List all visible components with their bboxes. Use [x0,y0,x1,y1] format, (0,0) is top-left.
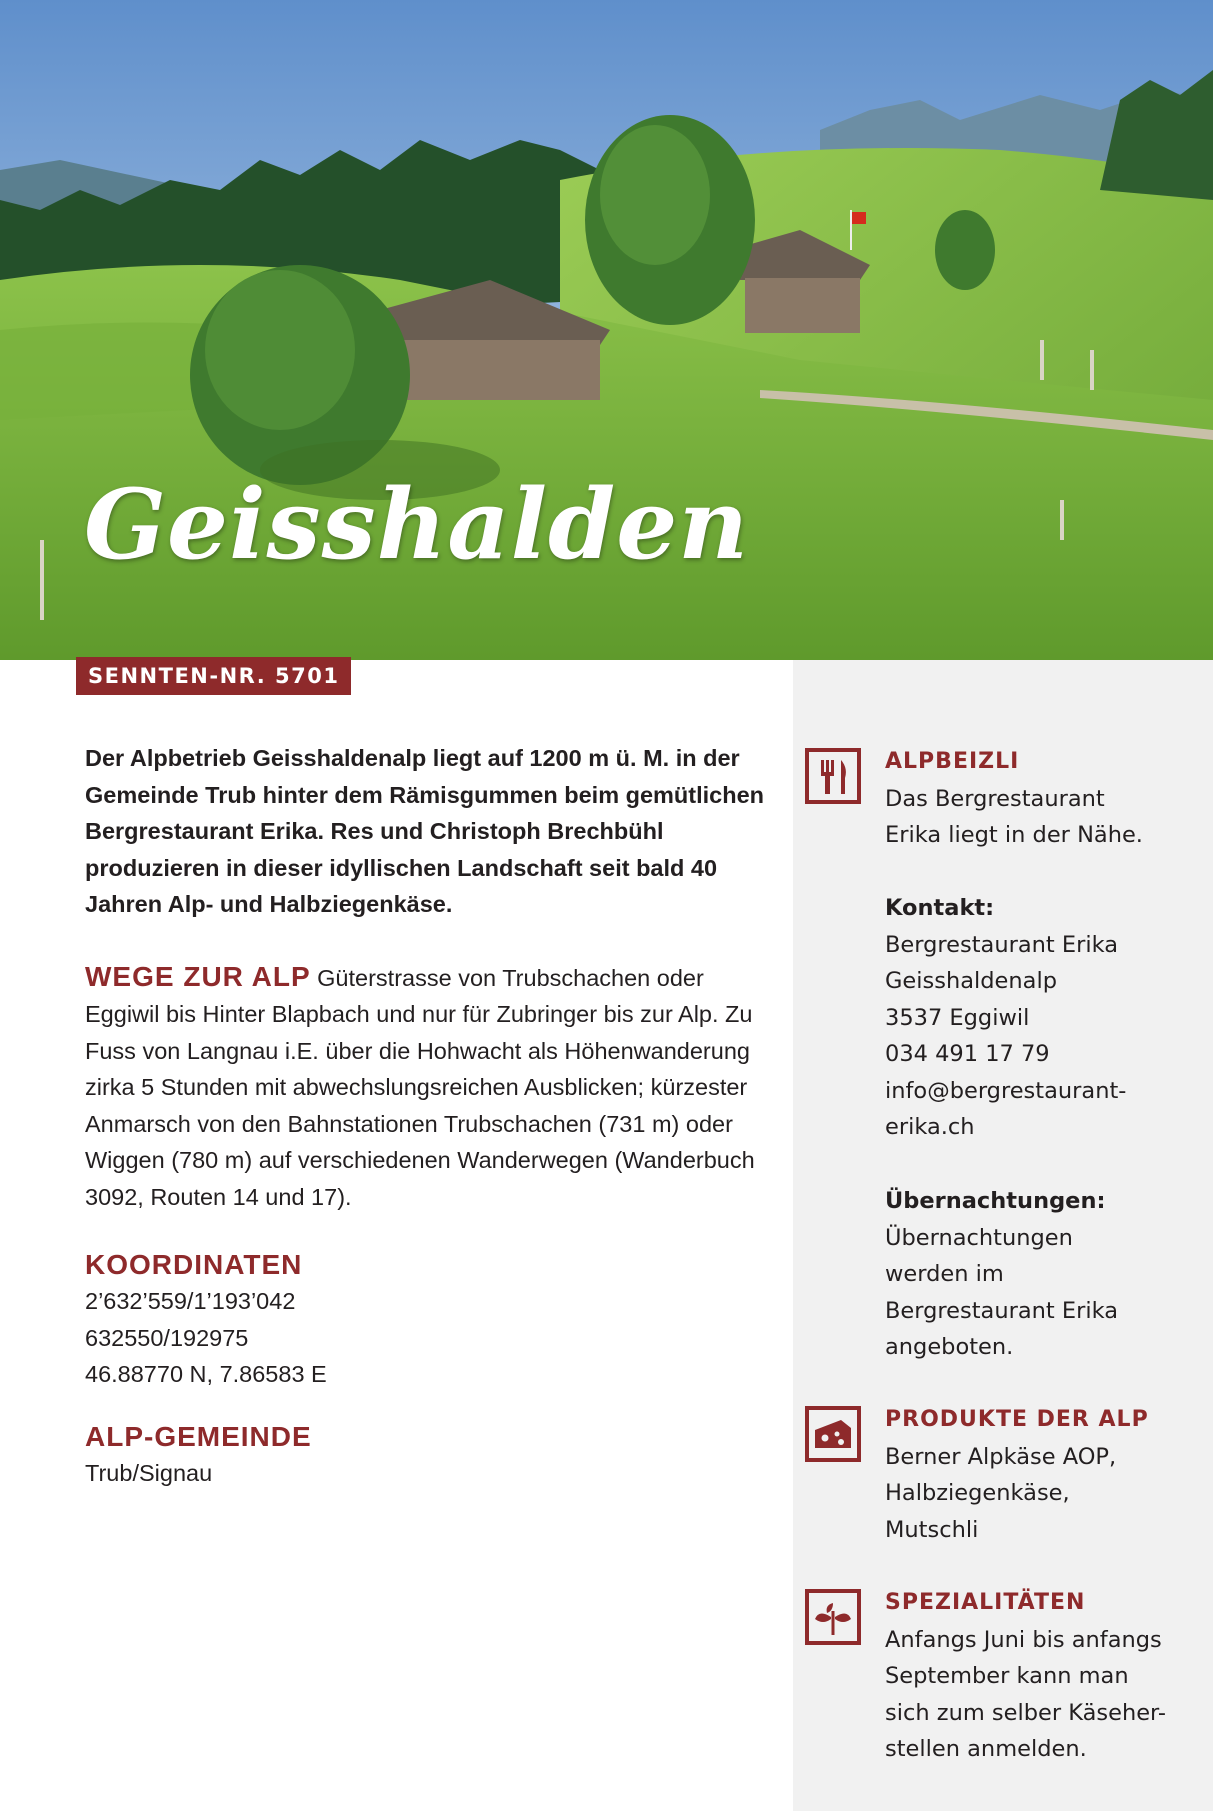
kontakt-heading: Kontakt: [885,895,995,921]
intro-paragraph: Der Alpbetrieb Geisshaldenalp liegt auf 1200 m ü. M. in der Gemeinde Trub hinter dem Rämisgummen beim gemütlichen Bergrestaurant Erika. Res und Christoph Brechbühl produzieren in dieser idyllischen Landschaft seit bald 40 Jahren Alp- und Halbziegenkäse. [85,745,765,917]
produkte-line: Halbziegenkäse, [885,1480,1070,1506]
cheese-icon [805,1406,861,1462]
produkte-section [885,1402,1205,1548]
wege-text: Güterstrasse von Trubschachen oder Eggiwil bis Hinter Blapbach und nur für Zubringer bis zur Alp. Zu Fuss von Langnau i.E. über die Hohwacht als Höhenwanderung zirka 5 Stunden mit abwechslungsreichen Ausblicken; kürzester Anmarsch von den Bahnstationen Trubschachen (731 m) oder Wiggen (780 m) auf verschiedenen Wanderwegen (Wanderbuch 3092, Routen 14 und 17). [85,964,755,1210]
plant-icon [805,1589,861,1645]
spezialitaeten-line: September kann man [885,1663,1129,1689]
uebernachtungen-heading: Übernachtungen: [885,1188,1106,1214]
gemeinde-text: Trub/Signau [85,1459,213,1486]
spezialitaeten-line: sich zum selber Käseher- [885,1699,1166,1726]
kontakt-phone: 034 491 17 79 [885,1041,1050,1067]
alpbeizli-line: Erika liegt in der Nähe. [885,822,1143,848]
kontakt-email[interactable]: erika.ch [885,1114,975,1140]
sennten-number-badge: SENNTEN-NR. 5701 [76,657,351,695]
koordinaten-section [85,1247,780,1393]
kontakt-email[interactable]: info@bergrestaurant- [885,1077,1127,1104]
wege-heading: WEGE ZUR ALP [85,960,311,992]
uebernachtungen-line: Übernachtungen [885,1224,1073,1251]
koordinaten-heading: KOORDINATEN [85,1249,303,1280]
kontakt-line: 3537 Eggiwil [885,1004,1030,1031]
spezialitaeten-line: Anfangs Juni bis anfangs [885,1626,1162,1653]
alpbeizli-line: Das Bergrestaurant [885,785,1105,812]
uebernachtungen-section [885,1183,1205,1366]
spezialitaeten-section [885,1585,1205,1768]
alpbeizli-heading: ALPBEIZLI [885,749,1020,774]
fork-knife-icon [805,748,861,804]
uebernachtungen-line: Bergrestaurant Erika [885,1297,1119,1324]
kontakt-line: Geisshaldenalp [885,968,1057,994]
page-title: Geisshalden [84,468,750,581]
coordinate-line: 632550/192975 [85,1324,249,1351]
produkte-line: Berner Alpkäse AOP, [885,1443,1117,1470]
alpbeizli-section [885,744,1205,854]
wege-section [85,959,780,1216]
produkte-heading: PRODUKTE DER ALP [885,1407,1149,1432]
kontakt-line: Bergrestaurant Erika [885,931,1119,958]
gemeinde-section [85,1419,780,1492]
spezialitaeten-line: stellen anmelden. [885,1736,1087,1762]
spezialitaeten-heading: SPEZIALITÄTEN [885,1590,1086,1615]
gemeinde-heading: ALP-GEMEINDE [85,1420,312,1452]
main-column [85,740,780,1517]
uebernachtungen-line: werden im [885,1261,1004,1287]
produkte-line: Mutschli [885,1516,979,1543]
coordinate-line: 2’632’559/1’193’042 [85,1288,296,1314]
kontakt-section [885,890,1205,1146]
coordinate-line: 46.88770 N, 7.86583 E [85,1361,327,1387]
hero-photo [0,0,1213,660]
uebernachtungen-line: angeboten. [885,1334,1014,1360]
